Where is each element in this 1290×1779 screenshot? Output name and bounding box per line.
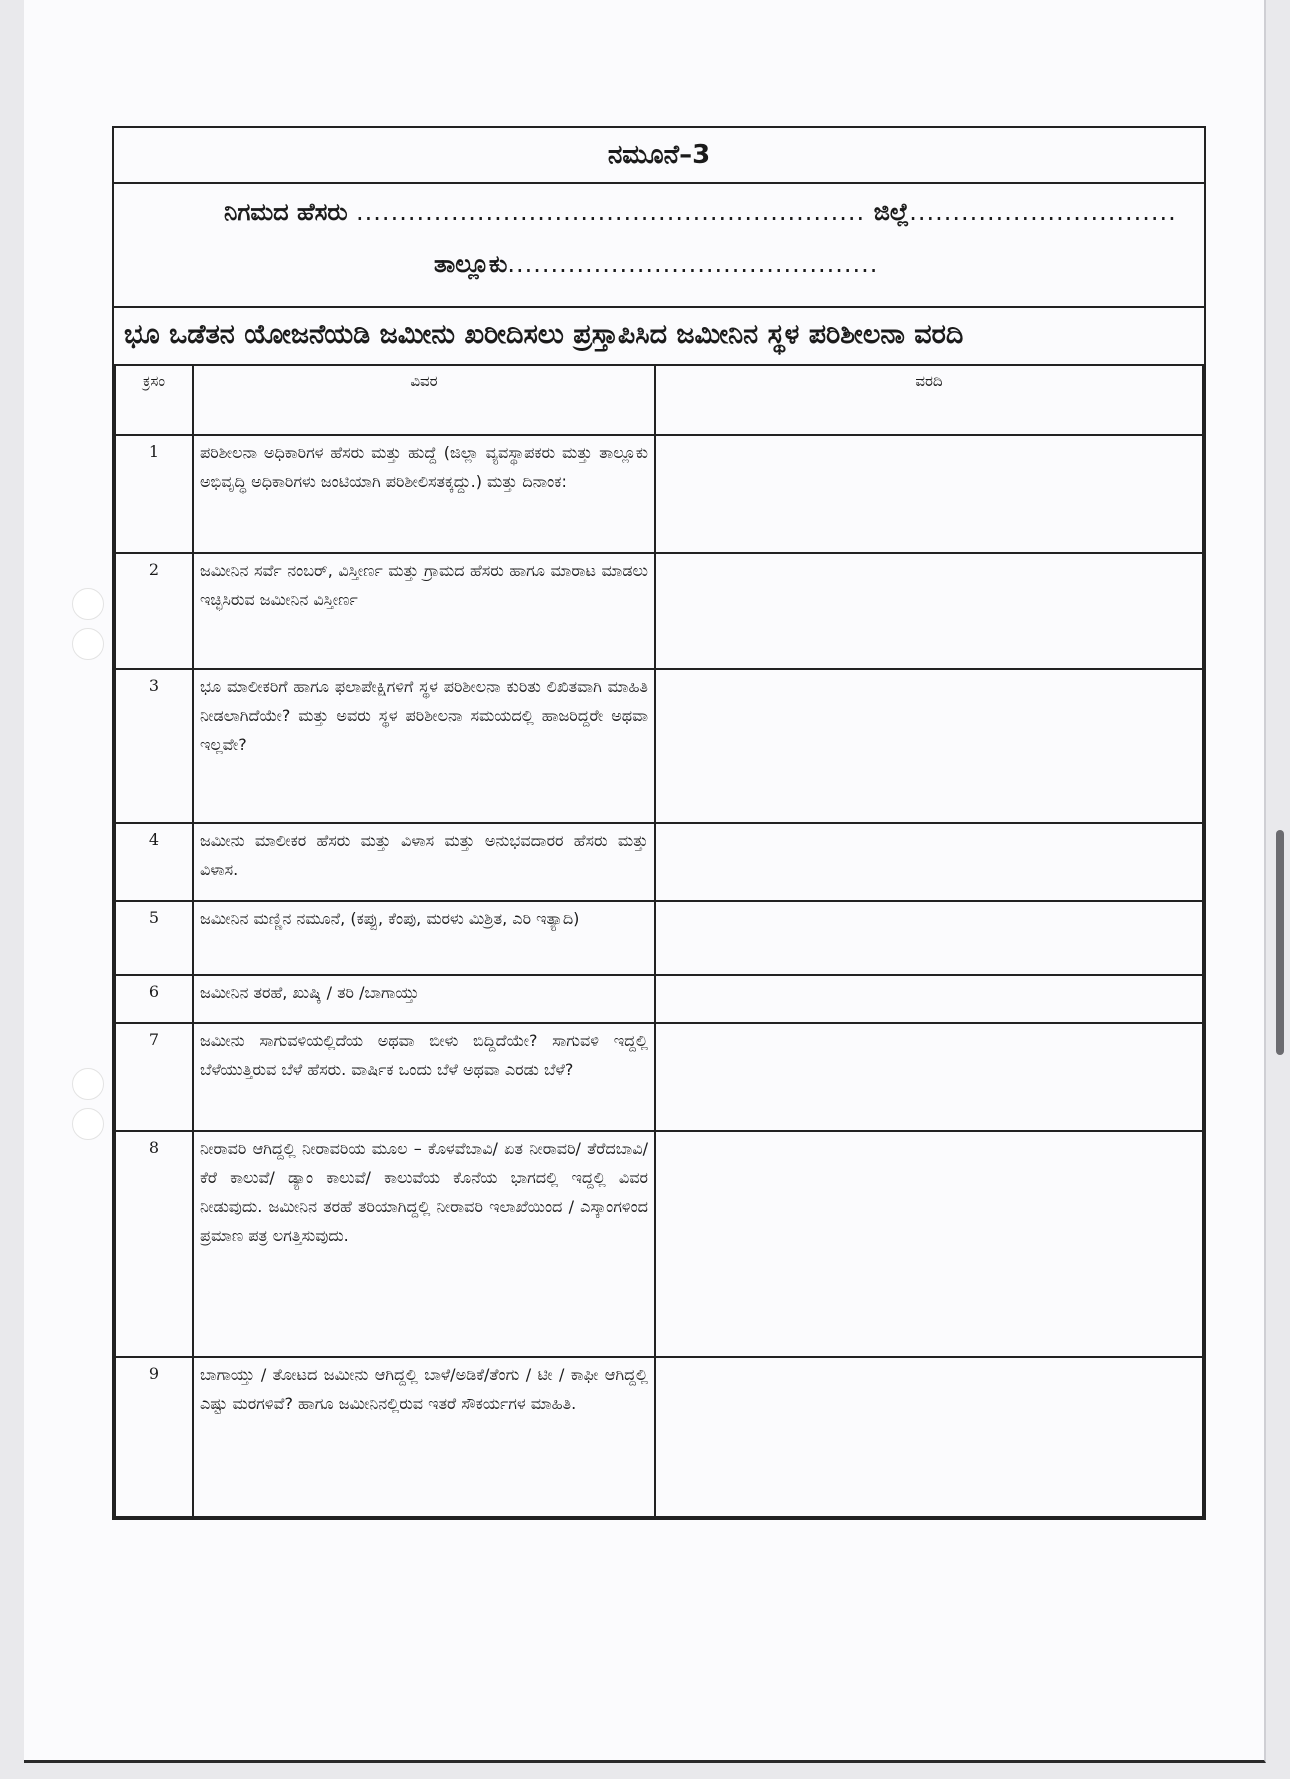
form-title: ಭೂ ಒಡೆತನ ಯೋಜನೆಯಡಿ ಜಮೀನು ಖರೀದಿಸಲು ಪ್ರಸ್ತಾಪಿಸಿದ ಜಮೀನಿನ ಸ್ಥಳ ಪರಿಶೀಲನಾ ವರದಿ: [124, 319, 964, 350]
table-row: [115, 1023, 1203, 1131]
row-description: ಪರಿಶೀಲನಾ ಅಧಿಕಾರಿಗಳ ಹೆಸರು ಮತ್ತು ಹುದ್ದೆ (ಜಿಲ್ಲಾ ವ್ಯವಸ್ಥಾಪಕರು ಮತ್ತು ತಾಲ್ಲೂಕು ಅಭಿವೃದ್ಧಿ ಅಧಿಕಾರಿಗಳು ಜಂಟಿಯಾಗಿ ಪರಿಶೀಲಿಸತಕ್ಕದ್ದು.) ಮತ್ತು ದಿನಾಂಕ:: [193, 435, 655, 553]
report-cell[interactable]: [655, 1357, 1203, 1517]
header-serial: ಕ್ರಸಂ: [115, 365, 193, 435]
row-description: ಜಮೀನು ಮಾಲೀಕರ ಹೆಸರು ಮತ್ತು ವಿಳಾಸ ಮತ್ತು ಅನುಭವದಾರರ ಹೆಸರು ಮತ್ತು ವಿಳಾಸ.: [193, 823, 655, 901]
taluk-label: ತಾಲ್ಲೂಕು: [434, 250, 508, 278]
punch-hole: [72, 588, 104, 620]
punch-hole: [72, 628, 104, 660]
row-description: ಭೂ ಮಾಲೀಕರಿಗೆ ಹಾಗೂ ಫಲಾಪೇಕ್ಷಿಗಳಿಗೆ ಸ್ಥಳ ಪರಿಶೀಲನಾ ಕುರಿತು ಲಿಖಿತವಾಗಿ ಮಾಹಿತಿ ನೀಡಲಾಗಿದೆಯೇ? ಮತ್ತು ಅವರು ಸ್ಥಳ ಪರಿಶೀಲನಾ ಸಮಯದಲ್ಲಿ ಹಾಜರಿದ್ದರೇ ಅಥವಾ ಇಲ್ಲವೇ?: [193, 669, 655, 823]
punch-hole: [72, 1108, 104, 1140]
meta-line-1: [224, 198, 1177, 226]
header-report: ವರದಿ: [655, 365, 1203, 435]
row-number: 6: [115, 975, 193, 1023]
corporation-label: ನಿಗಮದ ಹೆಸರು: [224, 198, 348, 226]
table-row: [115, 435, 1203, 553]
row-description: ಜಮೀನಿನ ಸರ್ವೆ ನಂಬರ್, ವಿಸ್ತೀರ್ಣ ಮತ್ತು ಗ್ರಾಮದ ಹೆಸರು ಹಾಗೂ ಮಾರಾಟ ಮಾಡಲು ಇಚ್ಛಿಸಿರುವ ಜಮೀನಿನ ವಿಸ್ತೀರ್ಣ: [193, 553, 655, 669]
row-description: ನೀರಾವರಿ ಆಗಿದ್ದಲ್ಲಿ ನೀರಾವರಿಯ ಮೂಲ – ಕೊಳವೆಬಾವಿ/ ಏತ ನೀರಾವರಿ/ ತೆರೆದಬಾವಿ/ ಕೆರೆ ಕಾಲುವೆ/ ಡ್ಯಾಂ ಕಾಲುವೆ/ ಕಾಲುವೆಯ ಕೊನೆಯ ಭಾಗದಲ್ಲಿ ಇದ್ದಲ್ಲಿ ವಿವರ ನೀಡುವುದು. ಜಮೀನಿನ ತರಹೆ ತರಿಯಾಗಿದ್ದಲ್ಲಿ ನೀರಾವರಿ ಇಲಾಖೆಯಿಂದ / ಎಸ್ಕಾಂಗಳಿಂದ ಪ್ರಮಾಣ ಪತ್ರ ಲಗತ್ತಿಸುವುದು.: [193, 1131, 655, 1357]
report-cell[interactable]: [655, 1131, 1203, 1357]
row-number: 2: [115, 553, 193, 669]
report-cell[interactable]: [655, 553, 1203, 669]
row-number: 1: [115, 435, 193, 553]
table-header-row: [115, 365, 1203, 435]
form-meta: [114, 184, 1204, 308]
district-blank: ...............................: [909, 198, 1177, 226]
report-cell[interactable]: [655, 823, 1203, 901]
table-row: [115, 823, 1203, 901]
row-number: 9: [115, 1357, 193, 1517]
meta-line-2: [434, 250, 878, 278]
scanned-page: [24, 0, 1266, 1763]
table-row: [115, 975, 1203, 1023]
report-cell[interactable]: [655, 1023, 1203, 1131]
table-row: [115, 1357, 1203, 1517]
table-row: [115, 553, 1203, 669]
inspection-table: [114, 364, 1204, 1518]
row-number: 7: [115, 1023, 193, 1131]
report-cell[interactable]: [655, 975, 1203, 1023]
table-row: [115, 669, 1203, 823]
row-number: 4: [115, 823, 193, 901]
row-description: ಜಮೀನಿನ ಮಣ್ಣಿನ ನಮೂನೆ, (ಕಪ್ಪು, ಕೆಂಪು, ಮರಳು ಮಿಶ್ರಿತ, ಎರಿ ಇತ್ಯಾದಿ): [193, 901, 655, 975]
row-description: ಜಮೀನಿನ ತರಹೆ, ಖುಷ್ಕಿ / ತರಿ /ಬಾಗಾಯ್ತು: [193, 975, 655, 1023]
table-row: [115, 901, 1203, 975]
table-row: [115, 1131, 1203, 1357]
row-description: ಜಮೀನು ಸಾಗುವಳಿಯಲ್ಲಿದೆಯ ಅಥವಾ ಬೀಳು ಬಿದ್ದಿದೆಯೇ? ಸಾಗುವಳಿ ಇದ್ದಲ್ಲಿ ಬೆಳೆಯುತ್ತಿರುವ ಬೆಳೆ ಹೆಸರು. ವಾರ್ಷಿಕ ಒಂದು ಬೆಳೆ ಅಥವಾ ಎರಡು ಬೆಳೆ?: [193, 1023, 655, 1131]
row-number: 5: [115, 901, 193, 975]
row-description: ಬಾಗಾಯ್ತು / ತೋಟದ ಜಮೀನು ಆಗಿದ್ದಲ್ಲಿ ಬಾಳೆ/ಅಡಿಕೆ/ತೆಂಗು / ಟೀ / ಕಾಫೀ ಆಗಿದ್ದಲ್ಲಿ ಎಷ್ಟು ಮರಗಳಿವೆ? ಹಾಗೂ ಜಮೀನಿನಲ್ಲಿರುವ ಇತರೆ ಸೌಕರ್ಯಗಳ ಮಾಹಿತಿ.: [193, 1357, 655, 1517]
corporation-blank: ...........................................................: [356, 198, 874, 226]
row-number: 3: [115, 669, 193, 823]
taluk-blank: ...........................................: [507, 250, 879, 278]
inspection-form: [112, 126, 1206, 1520]
scrollbar-thumb[interactable]: [1276, 830, 1284, 1055]
report-cell[interactable]: [655, 901, 1203, 975]
district-label: ಜಿಲ್ಲೆ: [873, 198, 910, 226]
report-cell[interactable]: [655, 669, 1203, 823]
row-number: 8: [115, 1131, 193, 1357]
form-number: ನಮೂನೆ–3: [114, 128, 1204, 184]
punch-hole: [72, 1068, 104, 1100]
header-details: ವಿವರ: [193, 365, 655, 435]
report-cell[interactable]: [655, 435, 1203, 553]
